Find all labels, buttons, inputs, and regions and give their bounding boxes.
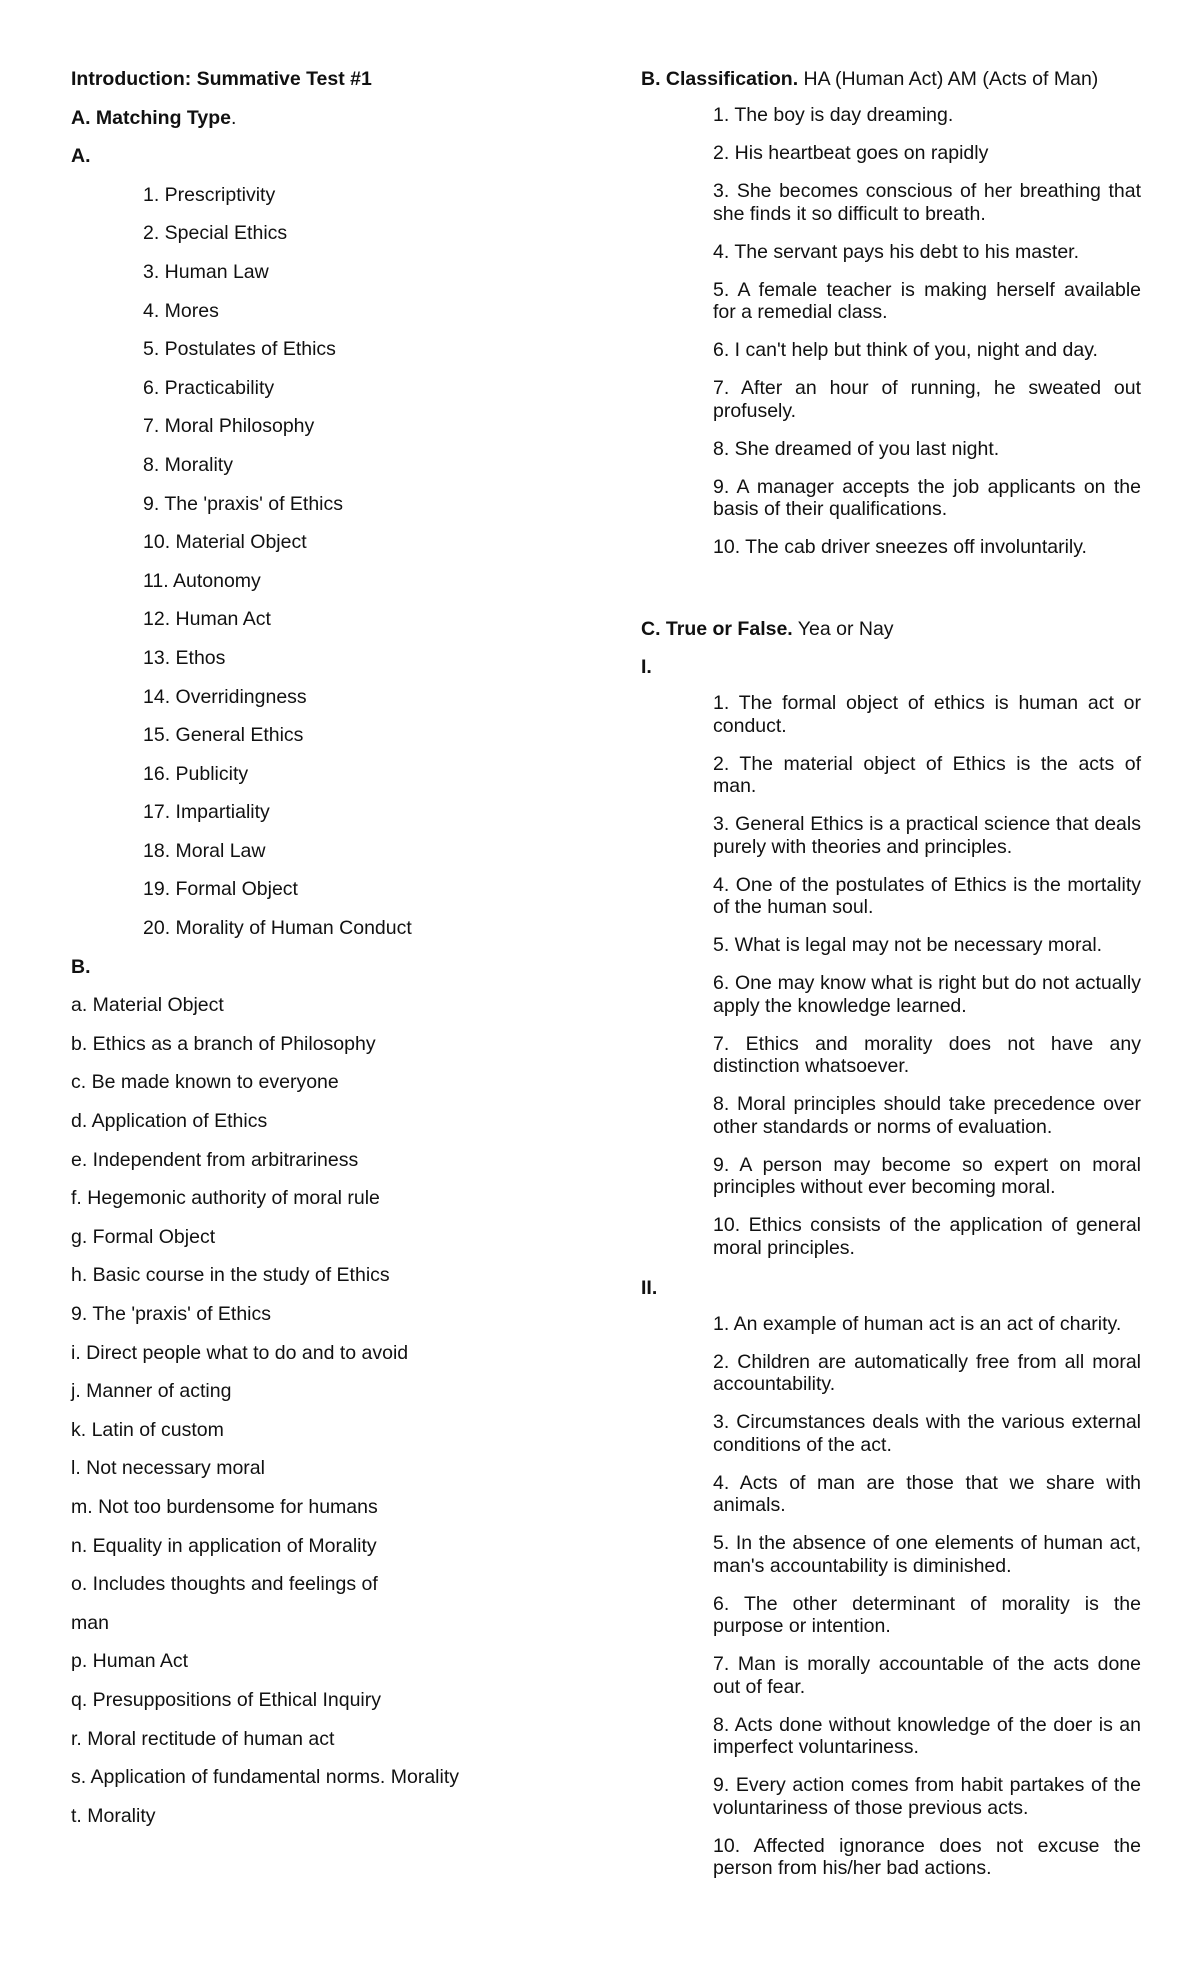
matching-definition-item: e. Independent from arbitrariness — [71, 1148, 359, 1171]
classification-list — [641, 104, 1141, 559]
true-false-item: 1. An example of human act is an act of charity. — [713, 1312, 1122, 1335]
matching-term-item: 16. Publicity — [143, 762, 249, 785]
true-false-item: 8. Moral principles should take precedence over other standards or norms of evaluation. — [713, 1093, 1141, 1138]
classification-item: 1. The boy is day dreaming. — [713, 104, 954, 126]
matching-type-heading-period: . — [230, 106, 237, 129]
matching-definition-item: m. Not too burdensome for humans — [71, 1495, 378, 1518]
matching-definition-item: c. Be made known to everyone — [71, 1071, 339, 1094]
true-false-item: 5. In the absence of one elements of human act, man's accountability is diminished. — [713, 1532, 1141, 1577]
matching-definition-item: p. Human Act — [71, 1650, 189, 1673]
matching-term-item: 14. Overridingness — [143, 685, 307, 708]
true-false-item: 5. What is legal may not be necessary moral. — [713, 934, 1103, 956]
matching-definition-item: q. Presuppositions of Ethical Inquiry — [71, 1688, 382, 1711]
true-false-item: 2. The material object of Ethics is the acts of man. — [713, 752, 1141, 797]
matching-definition-item: n. Equality in application of Morality — [71, 1534, 377, 1557]
true-false-item: 8. Acts done without knowledge of the doer is an imperfect voluntariness. — [713, 1713, 1141, 1758]
matching-term-item: 10. Material Object — [143, 531, 307, 554]
part-b-label: B. — [71, 955, 91, 978]
true-false-item: 10. Ethics consists of the application of general moral principles. — [713, 1214, 1141, 1259]
matching-definition-item: b. Ethics as a branch of Philosophy — [71, 1032, 376, 1055]
matching-term-item: 6. Practicability — [143, 376, 275, 399]
true-false-item: 1. The formal object of ethics is human act or conduct. — [713, 692, 1141, 737]
classification-item: 7. After an hour of running, he sweated out profusely. — [713, 377, 1141, 422]
classification-item: 9. A manager accepts the job applicants on the basis of their qualifications. — [713, 475, 1141, 520]
matching-term-item: 13. Ethos — [143, 646, 226, 669]
matching-term-item: 19. Formal Object — [143, 878, 298, 901]
matching-term-item: 3. Human Law — [143, 260, 269, 283]
part-b-list — [71, 992, 591, 1841]
classification-heading-bold: B. Classification. — [641, 68, 799, 90]
matching-term-item: 1. Prescriptivity — [143, 183, 276, 206]
matching-term-item: 5. Postulates of Ethics — [143, 338, 336, 361]
classification-item: 6. I can't help but think of you, night and day. — [713, 339, 1098, 361]
matching-definition-item: j. Manner of acting — [71, 1380, 232, 1403]
true-false-item: 2. Children are automatically free from all moral accountability. — [713, 1350, 1141, 1395]
true-false-heading-bold: C. True or False. — [641, 618, 793, 640]
matching-type-heading — [71, 105, 591, 144]
true-false-item: 3. Circumstances deals with the various external conditions of the act. — [713, 1411, 1141, 1456]
matching-definition-item: g. Formal Object — [71, 1225, 216, 1248]
matching-term-item: 17. Impartiality — [143, 801, 270, 824]
matching-definition-item: d. Application of Ethics — [71, 1110, 268, 1133]
matching-definition-item: 9. The 'praxis' of Ethics — [71, 1303, 272, 1325]
matching-definition-item: f. Hegemonic authority of moral rule — [71, 1187, 380, 1210]
matching-definition-item: i. Direct people what to do and to avoid — [71, 1341, 409, 1364]
matching-definition-item: man — [71, 1611, 109, 1634]
true-false-item: 9. A person may become so expert on moral principles without ever becoming moral. — [713, 1153, 1141, 1198]
true-false-item: 7. Ethics and morality does not have any distinction whatsoever. — [713, 1032, 1141, 1077]
matching-term-item: 15. General Ethics — [143, 724, 304, 747]
true-false-item: 6. The other determinant of morality is the purpose or intention. — [713, 1592, 1141, 1637]
matching-type-heading-text: A. Matching Type — [71, 106, 231, 129]
classification-item: 5. A female teacher is making herself available for a remedial class. — [713, 278, 1141, 323]
classification-item: 3. She becomes conscious of her breathing that she finds it so difficult to breath. — [713, 180, 1141, 225]
classification-item: 2. His heartbeat goes on rapidly — [713, 142, 989, 164]
matching-term-item: 18. Moral Law — [143, 839, 266, 862]
classification-heading-rest: HA (Human Act) AM (Acts of Man) — [798, 68, 1099, 90]
part-ii-list — [641, 1313, 1141, 1880]
right-column — [641, 66, 1141, 1895]
matching-definition-item: o. Includes thoughts and feelings of — [71, 1573, 378, 1596]
matching-term-item: 12. Human Act — [143, 608, 271, 631]
matching-definition-item: t. Morality — [71, 1804, 156, 1827]
true-false-heading-rest: Yea or Nay — [792, 618, 894, 640]
matching-definition-item: s. Application of fundamental norms. Morality — [71, 1766, 460, 1789]
matching-term-item: 20. Morality of Human Conduct — [143, 917, 412, 940]
part-a-list — [71, 182, 591, 954]
true-false-item: 9. Every action comes from habit partakes of the voluntariness of those previous acts. — [713, 1774, 1141, 1819]
true-false-heading — [641, 616, 1141, 642]
part-i-list — [641, 692, 1141, 1259]
classification-item: 4. The servant pays his debt to his master. — [713, 240, 1079, 263]
page-title: Introduction: Summative Test #1 — [71, 68, 372, 90]
part-a-label: A. — [71, 145, 91, 168]
left-column — [71, 66, 591, 1841]
matching-term-item: 11. Autonomy — [143, 569, 261, 592]
part-ii-label: II. — [641, 1276, 658, 1299]
matching-term-item: 8. Morality — [143, 453, 233, 476]
matching-definition-item: k. Latin of custom — [71, 1418, 224, 1441]
true-false-item: 7. Man is morally accountable of the acts done out of fear. — [713, 1653, 1141, 1698]
matching-definition-item: l. Not necessary moral — [71, 1457, 265, 1480]
matching-term-item: 2. Special Ethics — [143, 222, 288, 245]
matching-term-item: 4. Mores — [143, 299, 219, 322]
true-false-item: 4. One of the postulates of Ethics is the mortality of the human soul. — [713, 873, 1141, 918]
classification-heading — [641, 66, 1141, 92]
true-false-item: 4. Acts of man are those that we share with animals. — [713, 1471, 1141, 1516]
classification-item: 8. She dreamed of you last night. — [713, 437, 1000, 460]
part-i-label: I. — [641, 656, 652, 678]
classification-item: 10. The cab driver sneezes off involuntarily. — [713, 536, 1087, 558]
matching-definition-item: a. Material Object — [71, 994, 224, 1017]
true-false-item: 6. One may know what is right but do not actually apply the knowledge learned. — [713, 972, 1141, 1017]
matching-definition-item: r. Moral rectitude of human act — [71, 1727, 335, 1750]
matching-definition-item: h. Basic course in the study of Ethics — [71, 1264, 390, 1287]
section-gap — [641, 574, 1141, 616]
matching-term-item: 9. The 'praxis' of Ethics — [143, 492, 344, 515]
true-false-item: 10. Affected ignorance does not excuse the person from his/her bad actions. — [713, 1834, 1141, 1879]
true-false-item: 3. General Ethics is a practical science that deals purely with theories and principles. — [713, 813, 1141, 858]
matching-term-item: 7. Moral Philosophy — [143, 415, 315, 438]
